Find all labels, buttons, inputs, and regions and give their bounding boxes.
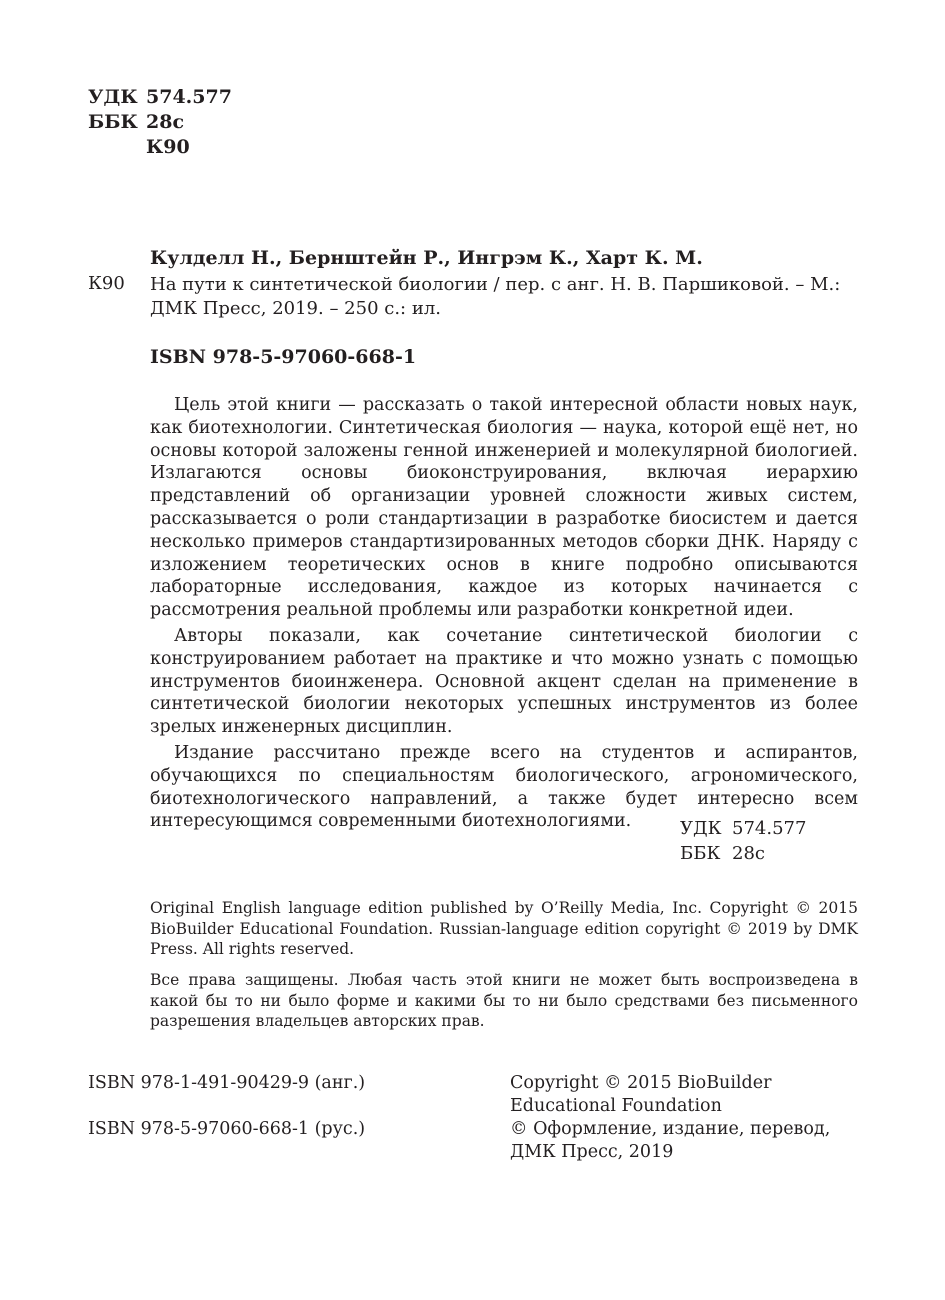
bbk-value: 28с (146, 111, 185, 133)
bbk-label: ББК (88, 111, 138, 133)
udk-repeat-row (680, 816, 806, 841)
udk-row (88, 86, 232, 108)
bbk-repeat-label: ББК (680, 843, 721, 864)
authors: Кулделл Н., Бернштейн Р., Ингрэм К., Харт К. М. (150, 247, 703, 269)
biblio-line-1: На пути к синтетической биологии / пер. с анг. Н. В. Паршиковой. – М.: (150, 274, 841, 295)
copyright-list (510, 1072, 860, 1164)
rights-notice: Все права защищены. Любая часть этой книги не может быть воспроизведена в какой бы то ни было форме и какими бы то ни было средствами без письменного разрешения владельцев авторских прав. (150, 971, 858, 1030)
udk-label: УДК (88, 86, 138, 108)
bbk-row (88, 111, 184, 133)
classification-repeat (680, 816, 806, 866)
abstract (150, 394, 858, 836)
copyright-original: Copyright © 2015 BioBuilder Educational Foundation (510, 1073, 772, 1116)
isbn-list (88, 1072, 365, 1164)
udk-repeat-value: 574.577 (732, 818, 807, 839)
isbn-main: ISBN 978-5-97060-668-1 (150, 346, 417, 368)
author-mark-top: К90 (146, 136, 190, 158)
udk-value: 574.577 (146, 86, 232, 108)
isbn-russian: ISBN 978-5-97060-668-1 (рус.) (88, 1119, 366, 1139)
copyright-design: © Оформление, издание, перевод, ДМК Пресс, 2019 (510, 1119, 831, 1162)
english-edition-notice: Original English language edition published by O’Reilly Media, Inc. Copyright © 2015 BioBuilder Educational Foundation. Russian-language edition copyright © 2019 by DMK Press. All rights reserved. (150, 899, 858, 958)
abstract-paragraph-2: Авторы показали, как сочетание синтетической биологии с конструированием работает на практике и что можно узнать с помощью инструментов биоинженера. Основной акцент сделан на применение в синтетической биологии некоторых успешных инструментов из более зрелых инженерных дисциплин. (150, 625, 858, 738)
abstract-paragraph-3: Издание рассчитано прежде всего на студентов и аспирантов, обучающихся по специальностям биологического, агрономического, биотехнологического направлений, а также будет интересно всем интересующимся современными биотехнологиями. (150, 742, 858, 832)
isbn-english: ISBN 978-1-491-90429-9 (анг.) (88, 1073, 366, 1093)
bbk-repeat-row (680, 841, 806, 866)
author-mark-row (88, 136, 190, 158)
bbk-repeat-value: 28с (732, 843, 765, 864)
udk-repeat-label: УДК (680, 818, 722, 839)
biblio-line-2: ДМК Пресс, 2019. – 250 с.: ил. (150, 298, 441, 319)
author-mark-left: К90 (88, 273, 125, 294)
abstract-paragraph-1: Цель этой книги — рассказать о такой интересной области новых наук, как биотехнологии. Синтетическая биология — наука, которой ещё нет, но основы которой заложены генной инженерией и молекулярной биологией. Излагаются основы биоконструирования, включая иерархию представлений об организации уровней сложности живых систем, рассказывается о роли стандартизации в разработке биосистем и дается несколько примеров стандартизированных методов сборки ДНК. Наряду с изложением теоретических основ в книге подробно описываются лабораторные исследования, каждое из которых начинается с рассмотрения реальной проблемы или разработки конкретной идеи. (150, 395, 858, 621)
bibliographic-description (150, 273, 858, 321)
